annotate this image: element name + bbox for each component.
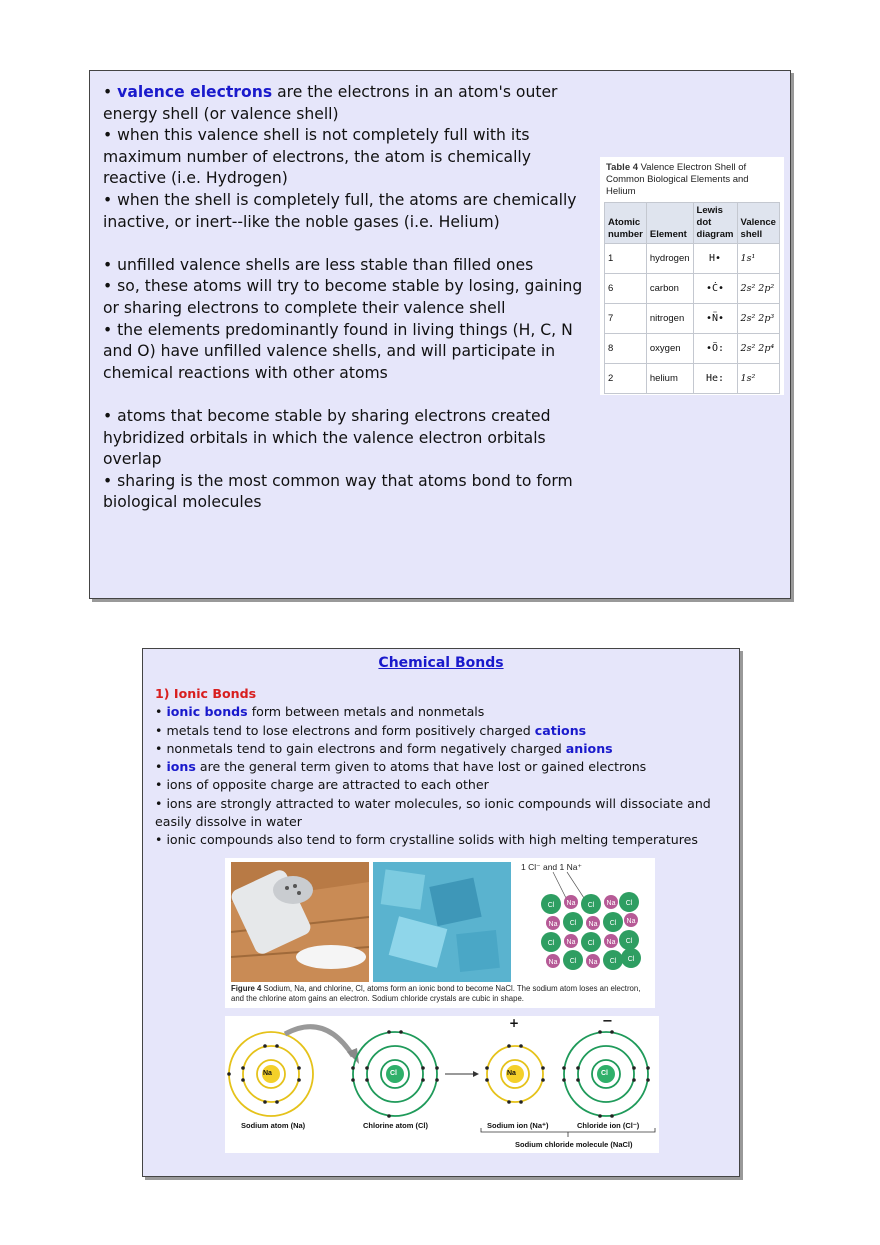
sodium-atom-label: Sodium atom (Na) [241, 1121, 306, 1130]
svg-text:Cl: Cl [627, 956, 635, 963]
chlorine-atom-label: Chlorine atom (Cl) [363, 1121, 428, 1130]
bullet-valence-electrons: • valence electrons are the electrons in an atom's outer energy shell (or valence shell) [103, 83, 558, 123]
svg-text:Na: Na [606, 939, 616, 946]
chlorine-nucleus-label: Cl [390, 1070, 397, 1077]
svg-text:Cl: Cl [609, 920, 617, 927]
sodium-chloride-molecule-label: Sodium chloride molecule (NaCl) [515, 1140, 633, 1149]
slide-chemical-bonds [142, 648, 740, 1177]
sodium-ion-nucleus-label: Na [507, 1070, 516, 1077]
slide-valence-electrons [89, 70, 791, 599]
salt-crystals-image [373, 862, 511, 982]
bullet-living-things: • the elements predominantly found in living things (H, C, N and O) have unfilled valence shells, and will participate in chemical reactions with other atoms [103, 320, 573, 382]
slide-title: Chemical Bonds [378, 655, 504, 671]
bullet-unfilled: • unfilled valence shells are less stable than filled ones [103, 255, 534, 274]
bullet-opposite-charge: • ions of opposite charge are attracted to each other [155, 777, 489, 793]
table-caption: Table 4 Valence Electron Shell of Common Biological Elements and Helium [606, 162, 749, 197]
negative-charge-label: − [602, 1014, 613, 1029]
table-row: 2 helium He: 1s² [605, 364, 780, 394]
bullet-ions: • ions are the general term given to atoms that have lost or gained electrons [155, 759, 647, 775]
figure-4-caption: Figure 4 Sodium, Na, and chlorine, Cl, atoms form an ionic bond to become NaCl. The sodium atom loses an electron, and the chlorine atom gains an electron. Sodium chloride crystals are cubic in shape. [231, 984, 641, 1003]
slide1-body [103, 82, 591, 514]
table-grid [604, 202, 780, 394]
salt-shaker-image [231, 862, 369, 982]
svg-text:Na: Na [606, 900, 616, 907]
chloride-ion-nucleus-label: Cl [601, 1070, 608, 1077]
svg-text:Na: Na [626, 918, 636, 925]
bullet-hybridized: • atoms that become stable by sharing electrons created hybridized orbitals in which the valence electron orbitals overlap [103, 406, 551, 469]
bullet-inert: • when the shell is completely full, the atoms are chemically inactive, or inert--like the noble gases (i.e. Helium) [103, 190, 577, 231]
svg-text:Cl: Cl [625, 900, 633, 907]
section-heading-ionic-bonds: 1) Ionic Bonds [155, 686, 257, 701]
bullet-stable: • so, these atoms will try to become stable by losing, gaining or sharing electrons to complete their valence shell [103, 277, 583, 317]
table-row: 1 hydrogen H• 1s¹ [605, 244, 780, 274]
positive-charge-label: + [509, 1016, 520, 1030]
valence-shell-table [600, 157, 784, 395]
sodium-ion-label: Sodium ion (Na⁺) [487, 1121, 549, 1130]
bullet-anions: • nonmetals tend to gain electrons and form negatively charged anions [155, 740, 613, 756]
svg-text:Na: Na [588, 921, 598, 928]
svg-text:Cl: Cl [587, 902, 595, 909]
table-row: 8 oxygen •Ö: 2s² 2p⁴ [605, 334, 780, 364]
bullet-sharing: • sharing is the most common way that atoms bond to form biological molecules [103, 471, 573, 512]
bullet-ionic-bonds: • ionic bonds form between metals and nonmetals [155, 704, 485, 720]
header-lewis: Lewis dot diagram [693, 203, 737, 244]
svg-text:Cl: Cl [547, 940, 555, 947]
header-valence-shell: Valence shell [737, 203, 779, 244]
header-element: Element [646, 203, 693, 244]
bullet-cations: • metals tend to lose electrons and form positively charged cations [155, 722, 587, 738]
sodium-nucleus-label: Na [263, 1070, 272, 1077]
figure-4-sodium-chloride [225, 858, 655, 1008]
svg-text:Na: Na [588, 959, 598, 966]
table-row: 7 nitrogen •N̈• 2s² 2p³ [605, 304, 780, 334]
slide2-body [155, 685, 730, 850]
chloride-ion-label: Chloride ion (Cl⁻) [577, 1121, 640, 1130]
table-header-row [605, 203, 780, 244]
bullet-crystalline: • ionic compounds also tend to form crystalline solids with high melting temperatures [155, 832, 698, 848]
svg-text:Cl: Cl [625, 938, 633, 945]
svg-text:Cl: Cl [547, 902, 555, 909]
svg-text:Na: Na [548, 959, 558, 966]
lattice-label: 1 Cl⁻ and 1 Na⁺ [521, 862, 582, 872]
svg-text:Cl: Cl [569, 920, 577, 927]
table-row: 6 carbon •Ċ• 2s² 2p² [605, 274, 780, 304]
header-atomic-number: Atomic number [605, 203, 647, 244]
svg-text:Na: Na [566, 939, 576, 946]
ionic-bond-atom-diagram [225, 1016, 659, 1153]
svg-text:Na: Na [566, 900, 576, 907]
lattice-spheres [521, 862, 651, 982]
atom-shells-drawing [225, 1016, 659, 1153]
bullet-water: • ions are strongly attracted to water molecules, so ionic compounds will dissociate and easily dissolve in water [155, 795, 711, 830]
svg-text:Cl: Cl [609, 958, 617, 965]
crystal-lattice-diagram [521, 862, 651, 982]
bullet-reactive: • when this valence shell is not completely full with its maximum number of electrons, the atom is chemically reactive (i.e. Hydrogen) [103, 126, 531, 188]
svg-text:Na: Na [548, 921, 558, 928]
svg-text:Cl: Cl [569, 958, 577, 965]
svg-text:Cl: Cl [587, 940, 595, 947]
